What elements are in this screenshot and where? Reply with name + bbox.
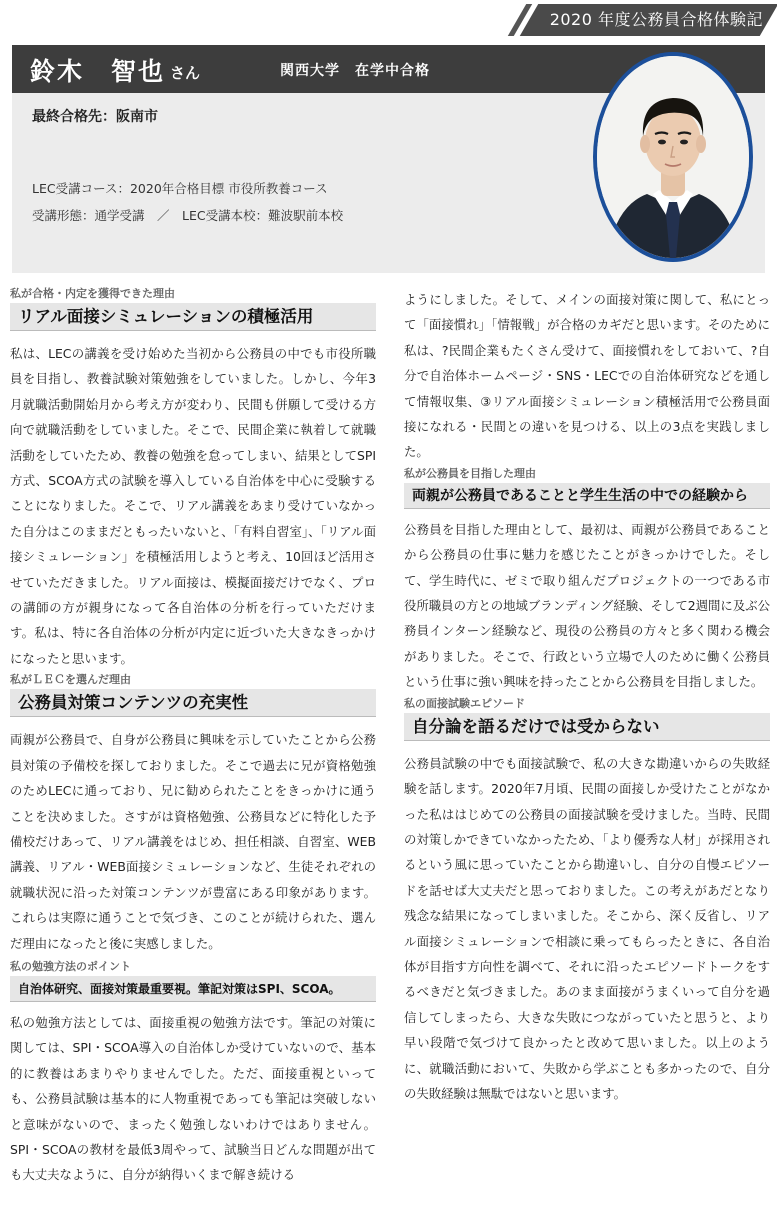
section-body-study-method: 私の勉強方法としては、面接重視の勉強方法です。筆記の対策に関しては、SPI・SCOA導入の自治体しか受けていないので、基本的に教養はあまりやりませんでした。ただ、面接重視といっても、公務員試験は基本的に人物重視であっても筆記は突破しないと意味がないので、まったく勉強しないわけではありません。SPI・SCOAの教材を最低3周やって、試験当日どんな問題が出ても大丈夫なように、自分が納得いくまで解き続ける <box>10 1014 376 1183</box>
person-name: 鈴木 智也 <box>30 57 166 86</box>
section-body-pass-reason: 私は、LECの講義を受け始めた当初から公務員の中でも市役所職員を目指し、教養試験対策勉強をしていました。しかし、今年3月就職活動開始月から考え方が変わり、民間も併願して受ける方向で就職活動をしていました。そこで、民間企業に執着して就職活動をしていたため、教養の勉強を怠ってしまい、結果としてSPI方式、SCOA方式の試験を導入している自治体を中心に受験することになりました。そこで、リアル講義をあまり受けていなかった自分はこのままだともったいないと、「有料自習室」、「リアル面接シミュレーション」を積極活用しようと考え、10回ほど活用させていただきました。リアル面接は、模擬面接だけでなく、プロの講師の方が親身になって各自治体の分析を行っていただけます。私は、特に各自治体の分析が内定に近づいた大きなきっかけになったと思います。 <box>10 346 376 666</box>
portrait-frame <box>593 52 753 262</box>
final-pass: 最終合格先：阪南市 <box>32 109 158 125</box>
profile-card <box>12 45 765 273</box>
name-suffix: さん <box>170 64 201 82</box>
header-banner <box>499 4 769 36</box>
section-title-interview: 自分論を語るだけでは受からない <box>404 713 770 741</box>
section-body-interview: 公務員試験の中でも面接試験で、私の大きな勘違いからの失敗経験を話します。2020年7月頃、民間の面接しか受けたことがなかった私ははじめての公務員の面接試験を受けました。当時、民間の対策しかできていなかったため、「より優秀な人材」が採用されるという風に思っていたことから勘違いし、自分の自慢エピソードを話せば大丈夫だと思っておりました。この考えがあだとなり残念な結果になってしまいました。そこから、深く反省し、リアル面接シミュレーションで相談に乗ってもらったときに、各自治体が目指す方向性を調べて、それに沿ったエピソードトークをするべきだと気づきました。あのまま面接がうまくいって自分を過信してしまったら、大きな失敗につながっていたと思うと、より早い段階で気づけて良かったと改めて思いました。以上のように、就職活動において、失敗から学ぶことも多かったので、自分の失敗経験は無駄ではないと思います。 <box>404 755 770 1101</box>
section-label-pass-reason: 私が合格・内定を獲得できた理由 <box>10 287 175 300</box>
portrait-illustration <box>597 56 749 258</box>
course-info: LEC受講コース：2020年合格目標 市役所教養コース <box>32 181 328 196</box>
university-info: 関西大学 在学中合格 <box>280 63 430 79</box>
right-column <box>404 287 770 1108</box>
section-title-aim-public: 両親が公務員であることと学生生活の中での経験から <box>404 483 770 509</box>
section-label-aim-public: 私が公務員を目指した理由 <box>404 466 536 480</box>
section-label-study-method: 私の勉強方法のポイント <box>10 959 131 973</box>
section-title-pass-reason: リアル面接シミュレーションの積極活用 <box>10 303 376 331</box>
section-label-lec-reason: 私がＬＥＣを選んだ理由 <box>10 673 131 687</box>
section-body-aim-public: 公務員を目指した理由として、最初は、両親が公務員であることから公務員の仕事に魅力を感じたことがきっかけでした。そして、学生時代に、ゼミで取り組んだプロジェクトの一つである市役所職員の方との地域ブランディング経験、そして2週間に及ぶ公務員インターン経験など、現役の公務員の方々と多く関わる機会がありました。そこで、行政という立場で人のために働く公務員という仕事に強い興味を持ったことから公務員を目指しました。 <box>404 521 770 690</box>
banner-title: 2020 年度公務員合格体験記 <box>549 10 763 29</box>
section-body-lec-reason: 両親が公務員で、自身が公務員に興味を示していたことから公務員対策の予備校を探しておりました。そこで過去に兄が資格勉強のためLECに通っており、兄に勧められたことをきっかけに通うことを決めました。さすがは資格勉強、公務員などに特化した予備校だけあって、リアル講義をはじめ、担任相談、自習室、WEB講義、リアル・WEB面接シミュレーションなど、生徒それぞれの就職状況に沿った対策コンテンツが豊富にある印象があります。これらは実際に通うことで気づき、このことが続けられた、選んだ理由になったと後に実感しました。 <box>10 732 376 951</box>
section-label-interview: 私の面接試験エピソード <box>404 696 525 710</box>
left-column <box>10 287 376 1190</box>
portrait-photo <box>597 56 749 258</box>
section-body-study-method-cont: ようにしました。そして、メインの面接対策に関して、私にとって「面接慣れ」「情報戦」が合格のカギだと思います。そのために私は、?民間企業もたくさん受けて、面接慣れをしておいて、?自分で自治体ホームページ・SNS・LECでの自治体研究などを通して情報収集、③リアル面接シミュレーション積極活用で公務員面接になれる・民間との違いを見つける、以上の3点を実践しました。 <box>404 292 770 460</box>
section-title-study-method: 自治体研究、面接対策最重要視。筆記対策はSPI、SCOA。 <box>10 976 376 1002</box>
section-title-lec-reason: 公務員対策コンテンツの充実性 <box>10 689 376 717</box>
attendance-info: 受講形態：通学受講 ／ LEC受講本校：難波駅前本校 <box>32 208 344 223</box>
